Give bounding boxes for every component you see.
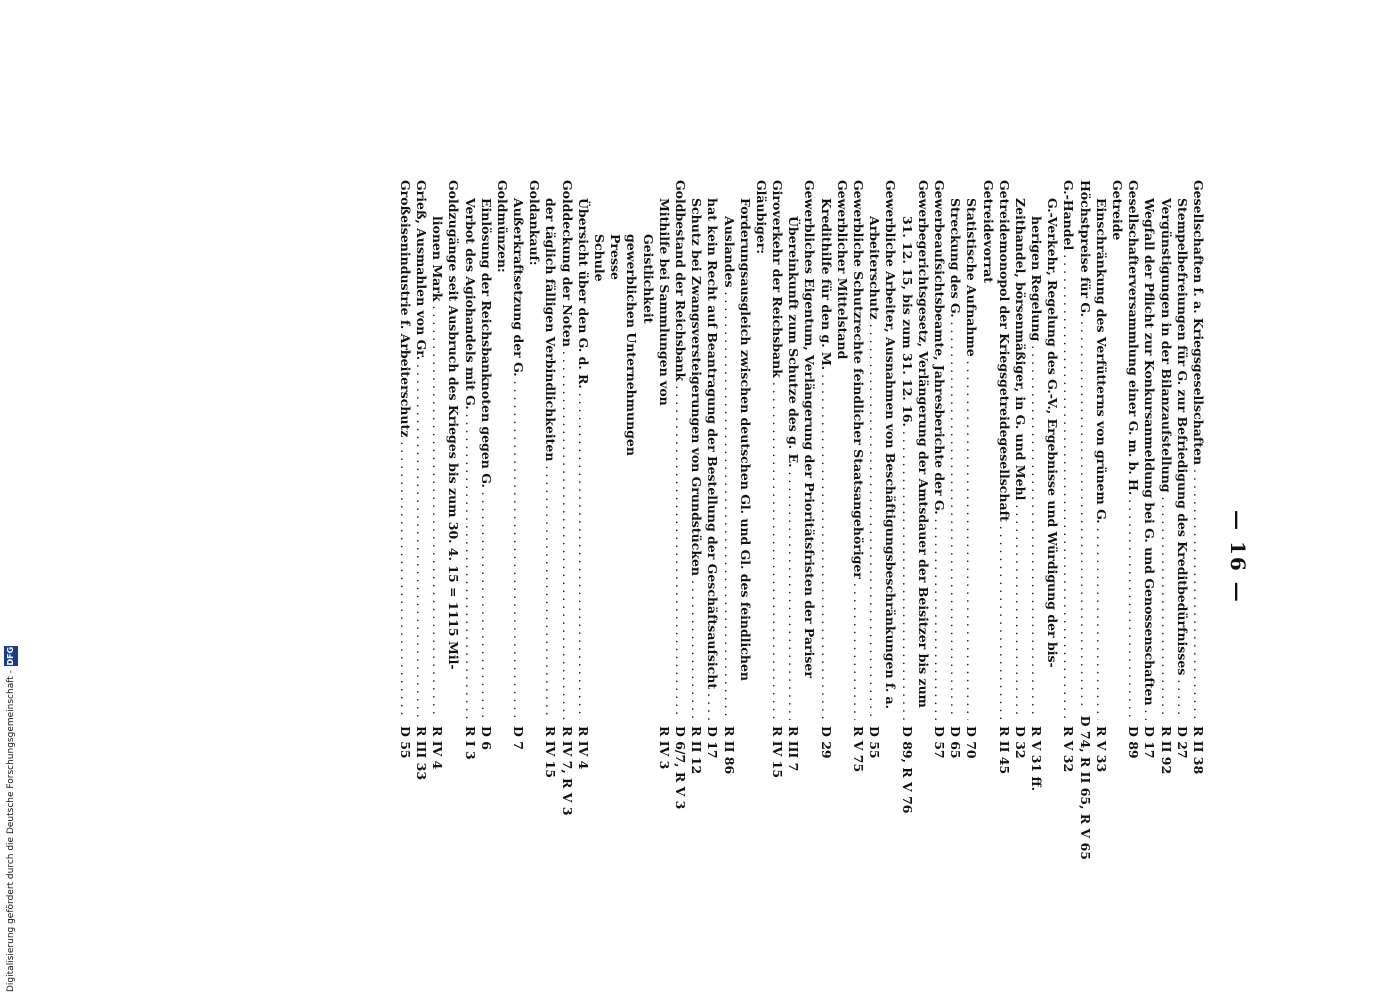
index-entry-reference: D 70 [964, 726, 980, 759]
index-entry-reference: R IV 3 [656, 726, 672, 770]
index-entry-reference: D 17 [1142, 726, 1158, 759]
index-entry-label: Presse [608, 234, 624, 280]
index-entry [720, 180, 736, 860]
index-entry-reference: D 57 [932, 726, 947, 759]
index-entry-label: Getreide [1110, 180, 1126, 241]
index-entry-label: Einschränkung des Verfütterns von grünem G. . . . [1093, 180, 1109, 720]
index-entry-reference: D 65 [948, 726, 964, 759]
index-entry [866, 180, 882, 860]
index-entry-label: Getreidemonopol der Kriegsgetreidegesellschaft . . . [996, 180, 1012, 720]
index-entry [575, 180, 591, 860]
index-entry-label: Höchstpreise für G. . . . [1076, 180, 1092, 710]
index-entry-label: gewerblichen Unternehmungen [624, 234, 640, 456]
index-entry-label: Goldankauf: [527, 180, 543, 266]
index-entry-label: Wegfall der Pflicht zur Konkursanmeldung bei G. und Genossenschaften . . . [1141, 180, 1157, 720]
index-entry-reference: R IV 15 [770, 726, 786, 779]
index-entry-reference: R V 32 [1061, 726, 1077, 773]
index-entry-label: Grieß, Ausmahlen von Gr. . . . [413, 180, 429, 720]
index-entry-reference: D 6 [478, 726, 494, 750]
index-entry-label: Kredithilfe für den g. M. . . . [817, 180, 833, 720]
index-entry [963, 180, 979, 860]
index-entry-reference: D 89 [1126, 726, 1142, 759]
index-entry [1109, 180, 1125, 860]
index-entry-reference: R IV 4 [430, 726, 446, 770]
index-entry [623, 180, 639, 860]
index-entry-reference: R II 38 [1191, 726, 1206, 775]
index-entry-label: Mithilfe bei Sammlungen von [656, 198, 672, 406]
index-entry-label: Schutz bei Zwangsversteigerungen von Grundstücken . . . [688, 180, 704, 720]
index-entry-label: Goldbestand der Reichsbank . . . [672, 180, 688, 720]
footer-text: Digitalisierung gefördert durch die Deutsche Forschungsgemeinschaft - [6, 670, 16, 992]
index-entry-label: lionen Mark . . . [429, 180, 445, 720]
index-entry [1012, 180, 1028, 860]
index-entry [947, 180, 963, 860]
index-entry [461, 180, 477, 860]
index-entry-label: Geistlichkeit [640, 234, 656, 324]
index-entry [413, 180, 429, 860]
index-entry-label: Gewerblicher Mittelstand [834, 180, 850, 360]
index-entry-label: Getreidevorrat [980, 180, 996, 284]
index-entry [915, 180, 931, 860]
rotated-index-page [150, 180, 1250, 860]
index-entry [1028, 180, 1044, 860]
index-entry-reference: D 17 [705, 726, 721, 759]
index-entry-reference: D 7 [511, 726, 527, 750]
index-entry [688, 180, 704, 860]
index-entry [1077, 180, 1093, 860]
index-entry-label: Arbeiterschutz . . . [866, 180, 882, 720]
index-entry-label: Gewerbliches Eigentum, Verlängerung der Prioritätsfristen der Pariser [802, 180, 818, 678]
index-entry-label: Gesellschafterversammlung einer G. m. b. H. . . . [1125, 180, 1141, 720]
index-entry [1157, 180, 1173, 860]
index-entry-label: Gewerbliche Arbeiter, Ausnahmen von Beschäftigungsbeschränkungen f. a. [883, 180, 899, 709]
page-number: — 16 — [1226, 510, 1250, 604]
index-entry-label: Giroverkehr der Reichsbank . . . [769, 180, 785, 720]
index-entry-label: Goldmünzen: [494, 180, 510, 273]
index-entry-label: Großeisenindustrie f. Arbeiterschutz . . . [397, 180, 413, 720]
index-entry [445, 180, 461, 860]
index-entry-label: Übereinkunft zum Schutze des g. E. . . . [785, 180, 801, 720]
index-entry-reference: R IV 4 [575, 726, 591, 770]
index-entry-label: Goldzugänge seit Ausbruch des Krieges bis zum 30. 4. 15 = 1115 Mil- [446, 180, 462, 670]
index-entry-reference: R II 45 [996, 726, 1012, 775]
index-entry [478, 180, 494, 860]
index-entry [1141, 180, 1157, 860]
index-entry [753, 180, 769, 860]
index-entry [656, 180, 672, 860]
index-entry-reference: D 55 [397, 726, 413, 759]
index-entry-label: Schule [592, 234, 608, 282]
index-entry [542, 180, 558, 860]
index-entry-label: hat kein Recht auf Beantragung der Bestellung der Geschäftsaufsicht . . . [704, 180, 720, 720]
index-entry-list [397, 180, 1206, 860]
index-entry-label: herigen Regelung . . . [1028, 180, 1044, 720]
index-entry [1060, 180, 1076, 860]
index-entry-reference: R I 3 [462, 726, 478, 760]
index-entry-label: Gesellschaften f. a. Kriegsgesellschaften . . . [1190, 180, 1206, 720]
index-entry [429, 180, 445, 860]
index-entry-label: Golddeckung der Noten . . . [558, 180, 574, 720]
index-entry [607, 180, 623, 860]
index-entry [931, 180, 947, 860]
index-entry-label: Stempelbefreiungen für G. zur Befriedigung des Kreditbedürfnisses . . . [1174, 180, 1190, 720]
index-entry [1125, 180, 1141, 860]
index-entry-reference: R IV 15 [543, 726, 559, 779]
index-entry [1093, 180, 1109, 860]
index-entry [834, 180, 850, 860]
index-entry [801, 180, 817, 860]
digitization-footer [0, 0, 22, 1000]
index-entry-label: Auslandes . . . [720, 180, 736, 720]
index-entry-label: Statistische Aufnahme . . . [963, 180, 979, 720]
index-entry [996, 180, 1012, 860]
index-entry-reference: R III 33 [414, 726, 429, 781]
index-entry-reference: R V 75 [851, 726, 867, 773]
index-entry-label: Außerkraftsetzung der G. . . . [510, 180, 526, 720]
index-entry [559, 180, 575, 860]
index-entry-reference: R II 86 [721, 726, 737, 775]
dfg-logo-icon: DFG [4, 646, 18, 666]
index-entry-label: Streckung des G. . . . [947, 180, 963, 720]
index-entry-label: Zeithandel, börsenmäßiger, in G. und Mehl . . . [1012, 180, 1028, 720]
index-entry [526, 180, 542, 860]
index-entry-label: Gläubiger: [753, 180, 769, 254]
index-entry [979, 180, 995, 860]
index-entry [882, 180, 898, 860]
index-entry-reference: D 27 [1174, 726, 1190, 759]
index-entry-reference: D 29 [818, 726, 834, 759]
index-entry-label: Verbot des Agiohandels mit G. . . . [461, 180, 477, 720]
index-entry-label: Einlösung der Reichsbanknoten gegen G. . . . [478, 180, 494, 720]
index-entry [591, 180, 607, 860]
index-entry-label: Gewerbliche Schutzrechte feindlicher Staatsangehöriger . . . [850, 180, 866, 720]
index-entry [510, 180, 526, 860]
index-entry-label: 31. 12. 15, bis zum 31. 12. 16. . . . [898, 180, 914, 720]
index-entry [639, 180, 655, 860]
index-entry-reference: R III 7 [786, 726, 802, 772]
index-entry [737, 180, 753, 860]
index-entry-reference: D 6/7, R V 3 [673, 726, 688, 810]
index-entry [769, 180, 785, 860]
index-entry [1044, 180, 1060, 860]
index-entry [785, 180, 801, 860]
index-entry-reference: R II 92 [1158, 726, 1174, 775]
index-entry [850, 180, 866, 860]
index-entry-reference: R II 12 [689, 726, 705, 775]
index-entry [397, 180, 413, 860]
index-entry-label: G.-Verkehr, Regelung des G.-V., Ergebnisse und Würdigung der bis- [1045, 198, 1061, 668]
index-entry [704, 180, 720, 860]
index-entry-reference: D 55 [867, 726, 883, 759]
index-entry-label: Übersicht über den G. d. R. . . . [575, 180, 591, 720]
index-entry [494, 180, 510, 860]
index-entry-label: Gewerbegerichtsgesetz, Verlängerung der Amtsdauer der Beisitzer bis zum [915, 180, 931, 708]
index-entry-label: Forderungsausgleich zwischen deutschen Gl. und Gl. des feindlichen [737, 198, 753, 681]
index-entry-reference: D 89, R V 76 [899, 726, 915, 814]
index-entry-label: Vergünstigungen in der Bilanzaufstellung . . . [1157, 180, 1173, 720]
index-entry-reference: R V 33 [1093, 726, 1109, 773]
index-entry [1190, 180, 1206, 860]
index-entry-reference: R IV 7, R V 3 [559, 726, 575, 816]
index-entry-reference: R V 31 ff. [1029, 726, 1045, 792]
index-entry-reference: D 74, R II 65, R V 65 [1077, 715, 1093, 860]
index-entry [818, 180, 834, 860]
index-entry-label: der täglich fälligen Verbindlichkeiten . . . [542, 180, 558, 720]
index-entry-reference: D 32 [1012, 726, 1028, 759]
index-entry-label: Gewerbeaufsichtsbeamte, Jahresberichte der G. . . . [931, 180, 947, 720]
index-entry [1174, 180, 1190, 860]
index-entry-label: G.-Handel . . . [1060, 180, 1076, 720]
index-entry [898, 180, 914, 860]
index-entry [672, 180, 688, 860]
